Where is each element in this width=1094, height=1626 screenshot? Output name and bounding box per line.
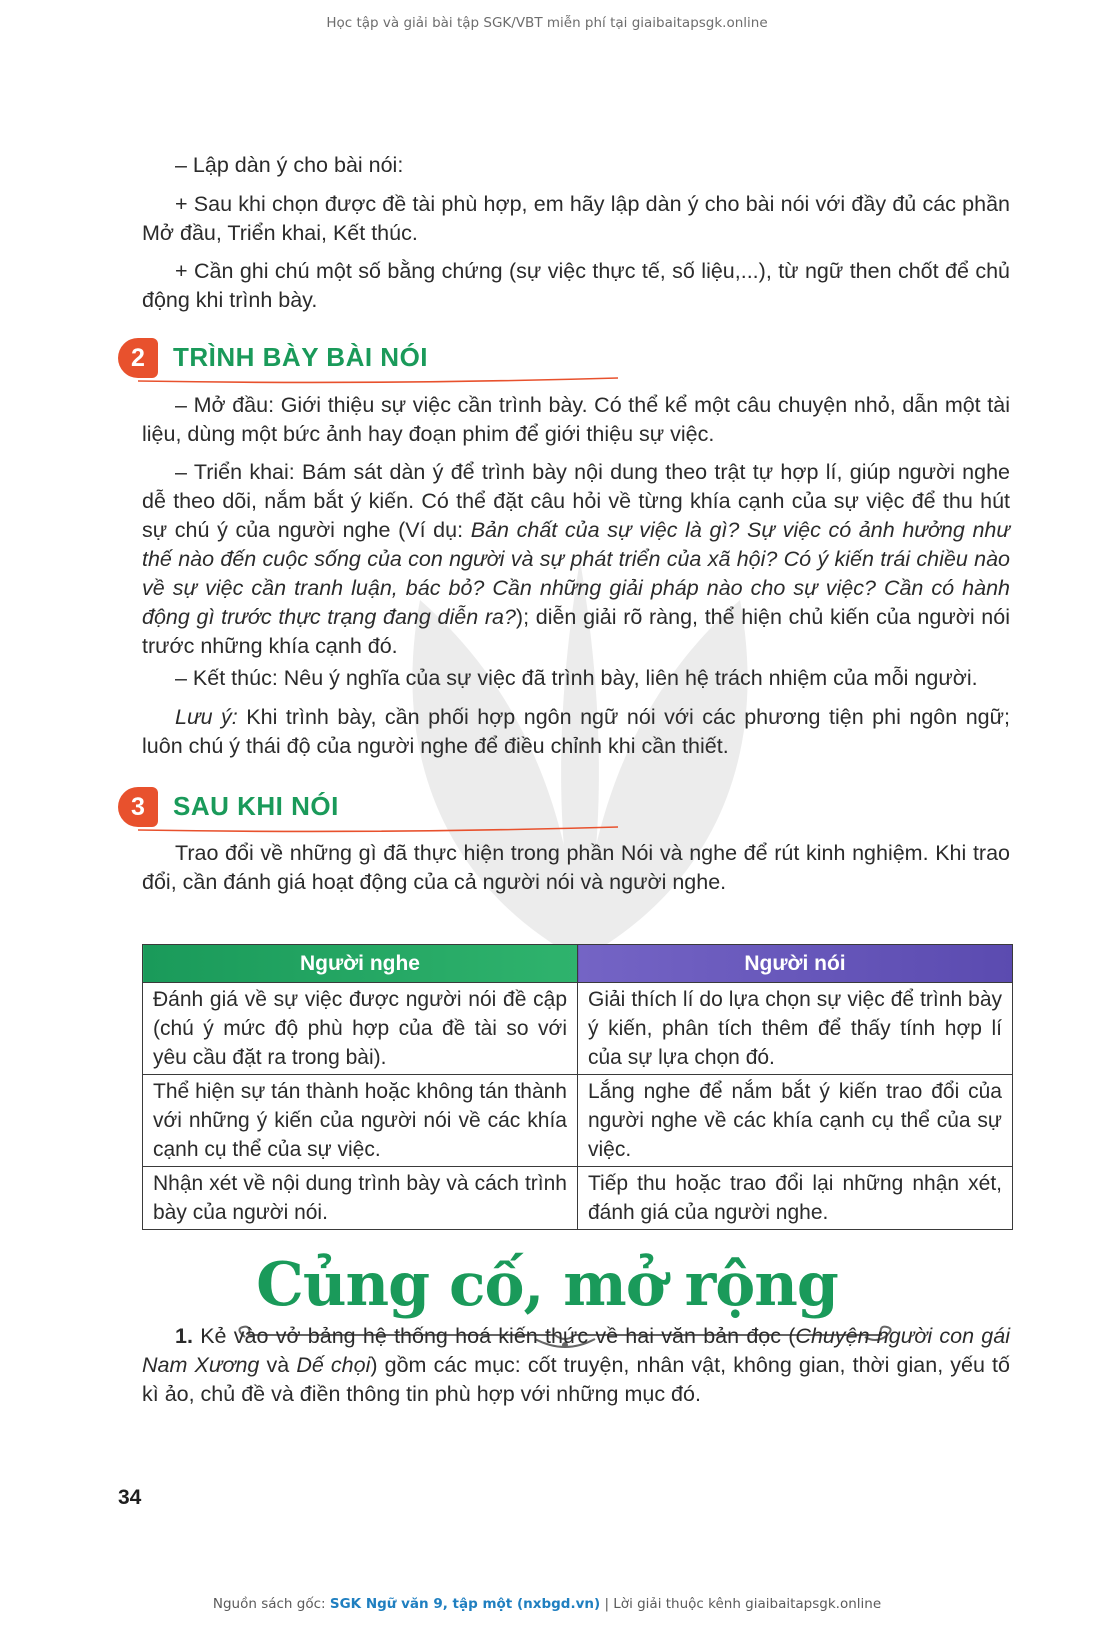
bottom-banner: Nguồn sách gốc: SGK Ngữ văn 9, tập một (nxbgd.vn) | Lời giải thuộc kênh giaibaitapsgk.online (212, 1596, 882, 1612)
section-title: SAU KHI NÓI (173, 791, 339, 821)
section-2-heading (118, 336, 498, 380)
page-number: 34 (118, 1486, 142, 1509)
section-2-development: – Triển khai: Bám sát dàn ý để trình bày nội dung theo trật tự hợp lí, giúp người nghe dễ theo dõi, nắm bắt ý kiến. Có thể đặt câu hỏi về từng khía cạnh của sự việc để thu hút sự chú ý của người nghe (Ví dụ: Bản chất của sự việc là gì? Sự việc có ảnh hưởng như thế nào đến cuộc sống của con người và sự phát triển của xã hội? Có ý kiến trái chiều nào về sự việc cần tranh luận, bác bỏ? Cần những giải pháp nào cho sự việc? Cần có hành động gì trước thực trạng đang diễn ra?); diễn giải rõ ràng, thể hiện chủ kiến của người nói trước những khía cạnh đó. (142, 460, 1010, 658)
section-2-opening: – Mở đầu: Giới thiệu sự việc cần trình bày. Có thể kể một câu chuyện nhỏ, dẫn một tài liệu, dùng một bức ảnh hay đoạn phim để giới thiệu sự việc. (142, 393, 1010, 446)
table-header-row (143, 945, 1013, 983)
section-underline (138, 825, 618, 835)
section-title: TRÌNH BÀY BÀI NÓI (173, 342, 429, 372)
top-banner: Học tập và giải bài tập SGK/VBT miễn phí tại giaibaitapsgk.online (326, 15, 768, 31)
table-cell: Đánh giá về sự việc được người nói đề cập (chú ý mức độ phù hợp của đề tài so với yêu cầu đặt ra trong bài). (143, 983, 578, 1075)
table-row (143, 983, 1013, 1075)
source-link[interactable]: SGK Ngữ văn 9, tập một (nxbgd.vn) (329, 1596, 601, 1612)
section-number: 3 (118, 787, 158, 827)
intro-outline-line: – Lập dàn ý cho bài nói: (175, 153, 404, 177)
consolidation-title: Củng cố, mở rộng (256, 1250, 838, 1320)
section-2-conclusion: – Kết thúc: Nêu ý nghĩa của sự việc đã trình bày, liên hệ trách nhiệm của mỗi người. (175, 666, 978, 690)
column-header-listener: Người nghe (143, 945, 578, 983)
evaluation-table (142, 944, 1013, 1230)
section-number: 2 (118, 338, 158, 378)
table-cell: Giải thích lí do lựa chọn sự việc để trình bày ý kiến, phân tích thêm để thấy tính hợp lí của sự lựa chọn đó. (578, 983, 1013, 1075)
table-cell: Lắng nghe để nắm bắt ý kiến trao đổi của người nghe về các khía cạnh cụ thể của sự việc. (578, 1075, 1013, 1167)
table-cell: Tiếp thu hoặc trao đổi lại những nhận xét, đánh giá của người nghe. (578, 1167, 1013, 1230)
exercise-item-1: 1. Kẻ vào vở bảng hệ thống hoá kiến thức về hai văn bản đọc (Chuyện người con gái Nam Xương và Dế chọi) gồm các mục: cốt truyện, nhân vật, không gian, thời gian, yếu tố kì ảo, chủ đề và điền thông tin phù hợp với những mục đó. (142, 1324, 1010, 1406)
intro-outline-step-1: + Sau khi chọn được đề tài phù hợp, em hãy lập dàn ý cho bài nói với đầy đủ các phần Mở đầu, Triển khai, Kết thúc. (142, 192, 1010, 245)
intro-outline-step-2: + Cần ghi chú một số bằng chứng (sự việc thực tế, số liệu,...), từ ngữ then chốt để chủ động khi trình bày. (142, 259, 1010, 312)
table-row (143, 1167, 1013, 1230)
column-header-speaker: Người nói (578, 945, 1013, 983)
section-underline (138, 376, 618, 386)
table-row (143, 1075, 1013, 1167)
table-cell: Nhận xét về nội dung trình bày và cách trình bày của người nói. (143, 1167, 578, 1230)
section-2-note: Lưu ý: Khi trình bày, cần phối hợp ngôn ngữ nói với các phương tiện phi ngôn ngữ; luôn chú ý thái độ của người nghe để điều chỉnh khi cần thiết. (142, 705, 1010, 758)
section-3-paragraph: Trao đổi về những gì đã thực hiện trong phần Nói và nghe để rút kinh nghiệm. Khi trao đổi, cần đánh giá hoạt động của cả người nói và người nghe. (142, 841, 1010, 894)
section-3-heading (118, 785, 498, 829)
table-cell: Thể hiện sự tán thành hoặc không tán thành với những ý kiến của người nói về các khía cạnh cụ thể của sự việc. (143, 1075, 578, 1167)
